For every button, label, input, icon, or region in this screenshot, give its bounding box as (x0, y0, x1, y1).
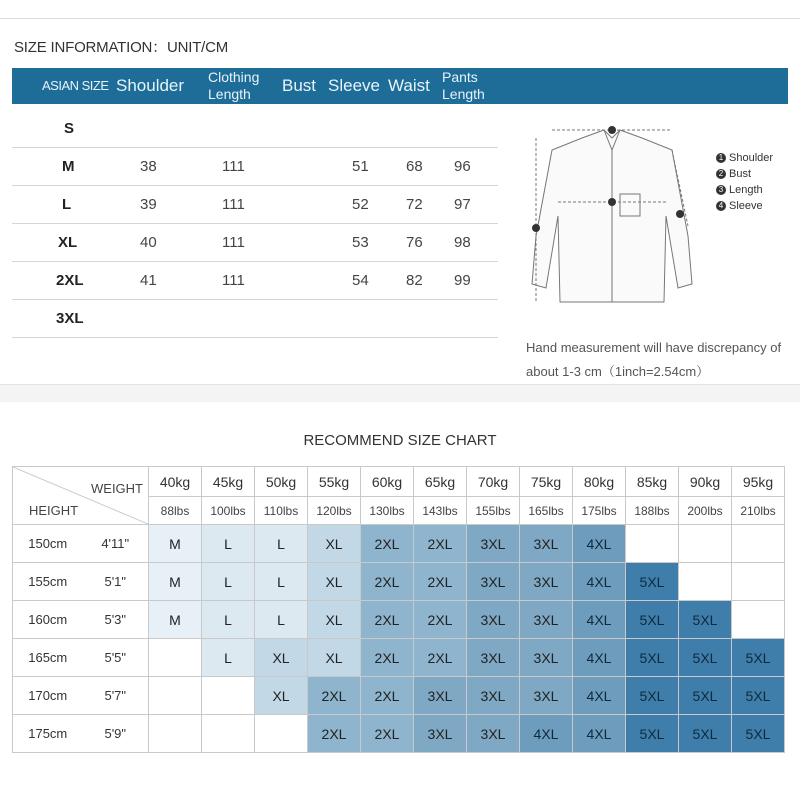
legend-number: 4 (716, 201, 726, 211)
height-cm: 175cm (13, 715, 83, 753)
size-cell: 2XL (361, 525, 414, 563)
weight-label: WEIGHT (91, 481, 143, 496)
size-cell (149, 677, 202, 715)
size-info-title: SIZE INFORMATION：UNIT/CM (14, 39, 229, 56)
marker-2-icon (608, 198, 616, 206)
size-label: M (62, 158, 75, 175)
size-cell: 5XL (732, 677, 785, 715)
height-cm: 165cm (13, 639, 83, 677)
size-cell (732, 525, 785, 563)
height-ft: 5'9" (83, 715, 149, 753)
size-cell: 5XL (732, 715, 785, 753)
size-cell: M (149, 563, 202, 601)
legend-item (716, 182, 773, 198)
sleeve-value: 54 (352, 272, 369, 289)
note-line: Hand measurement will have discrepancy of (526, 340, 782, 355)
legend-item (716, 166, 773, 182)
size-cell: 3XL (467, 639, 520, 677)
size-cell: XL (308, 639, 361, 677)
header-sleeve: Sleeve (328, 76, 380, 95)
size-cell (255, 715, 308, 753)
weight-lbs: 210lbs (732, 497, 785, 525)
pants-value: 97 (454, 196, 471, 213)
size-cell: 5XL (626, 639, 679, 677)
size-row (12, 186, 498, 224)
legend-number: 3 (716, 185, 726, 195)
diagram-legend (716, 150, 773, 214)
size-cell: 5XL (626, 563, 679, 601)
size-cell: 3XL (467, 563, 520, 601)
legend-number: 1 (716, 153, 726, 163)
weight-kg: 55kg (308, 467, 361, 497)
size-cell: XL (308, 563, 361, 601)
size-cell: 2XL (414, 525, 467, 563)
size-cell: 2XL (414, 639, 467, 677)
weight-kg: 90kg (679, 467, 732, 497)
size-label: 3XL (56, 310, 84, 327)
height-row (13, 525, 785, 563)
size-row (12, 224, 498, 262)
size-cell: 4XL (573, 639, 626, 677)
weight-lbs: 143lbs (414, 497, 467, 525)
height-cm: 155cm (13, 563, 83, 601)
legend-number: 2 (716, 169, 726, 179)
length-value: 111 (222, 196, 245, 213)
marker-3-icon (532, 224, 540, 232)
waist-value: 82 (406, 272, 423, 289)
height-cm: 170cm (13, 677, 83, 715)
size-cell: 5XL (679, 639, 732, 677)
size-cell: L (255, 601, 308, 639)
header-clothing-length-line2: Length (208, 86, 251, 102)
size-cell: L (202, 525, 255, 563)
weight-kg: 70kg (467, 467, 520, 497)
header-clothing-length-line1: Clothing (208, 69, 260, 85)
weight-kg: 95kg (732, 467, 785, 497)
waist-value: 76 (406, 234, 423, 251)
header-pants-length-line1: Pants (442, 69, 478, 85)
legend-label: Sleeve (729, 200, 763, 212)
size-cell: 4XL (573, 715, 626, 753)
weight-lbs: 130lbs (361, 497, 414, 525)
size-row (12, 148, 498, 186)
size-cell: 2XL (361, 677, 414, 715)
size-cell: 2XL (361, 563, 414, 601)
header-asian-size: ASIAN SIZE (42, 78, 109, 93)
legend-label: Length (729, 184, 763, 196)
size-cell: 5XL (679, 677, 732, 715)
size-cell: 3XL (467, 677, 520, 715)
shoulder-value: 39 (140, 196, 157, 213)
size-label: 2XL (56, 272, 84, 289)
recommend-size-grid (12, 466, 785, 753)
size-cell (679, 563, 732, 601)
size-cell: XL (255, 677, 308, 715)
size-row (12, 110, 498, 148)
length-value: 111 (222, 234, 245, 251)
size-label: XL (58, 234, 78, 251)
size-cell (626, 525, 679, 563)
waist-value: 68 (406, 158, 423, 175)
size-cell: 3XL (414, 677, 467, 715)
legend-item (716, 150, 773, 166)
size-cell: 4XL (573, 525, 626, 563)
section-divider (0, 384, 800, 402)
size-cell: 3XL (520, 601, 573, 639)
size-cell: L (255, 563, 308, 601)
height-row (13, 639, 785, 677)
size-row (12, 300, 498, 338)
size-table-header (12, 68, 788, 104)
size-row (12, 262, 498, 300)
weight-lbs: 120lbs (308, 497, 361, 525)
size-cell: M (149, 525, 202, 563)
header-shoulder: Shoulder (116, 76, 185, 95)
weight-lbs: 165lbs (520, 497, 573, 525)
weight-lbs: 200lbs (679, 497, 732, 525)
grid-corner (13, 467, 149, 525)
length-value: 111 (222, 158, 245, 175)
marker-1-icon (608, 126, 616, 134)
size-cell: 5XL (679, 715, 732, 753)
height-cm: 160cm (13, 601, 83, 639)
height-row (13, 715, 785, 753)
legend-item (716, 198, 773, 214)
height-ft: 5'3" (83, 601, 149, 639)
size-label: L (62, 196, 72, 213)
header-bust: Bust (282, 76, 317, 95)
size-cell: 3XL (467, 525, 520, 563)
sleeve-value: 52 (352, 196, 369, 213)
waist-value: 72 (406, 196, 423, 213)
weight-kg: 60kg (361, 467, 414, 497)
weight-kg: 80kg (573, 467, 626, 497)
size-cell: 2XL (308, 677, 361, 715)
header-clothing-length (208, 69, 259, 103)
height-label: HEIGHT (29, 503, 79, 518)
weight-lbs: 188lbs (626, 497, 679, 525)
weight-lbs: 175lbs (573, 497, 626, 525)
size-cell: 5XL (626, 601, 679, 639)
size-cell: XL (255, 639, 308, 677)
size-cell (149, 715, 202, 753)
size-cell: 3XL (520, 525, 573, 563)
weight-kg: 45kg (202, 467, 255, 497)
weight-kg: 65kg (414, 467, 467, 497)
size-cell: 3XL (467, 601, 520, 639)
size-cell: 5XL (626, 677, 679, 715)
size-cell: 3XL (520, 563, 573, 601)
size-cell: 2XL (308, 715, 361, 753)
header-pants-length-line2: Length (442, 86, 485, 102)
height-row (13, 563, 785, 601)
weight-kg: 50kg (255, 467, 308, 497)
sleeve-value: 53 (352, 234, 369, 251)
length-value: 111 (222, 272, 245, 289)
height-row (13, 601, 785, 639)
weight-lbs: 110lbs (255, 497, 308, 525)
size-cell (202, 677, 255, 715)
size-cell: 3XL (520, 677, 573, 715)
height-ft: 5'1" (83, 563, 149, 601)
top-divider (0, 18, 800, 19)
shoulder-value: 38 (140, 158, 157, 175)
size-cell: 4XL (573, 677, 626, 715)
size-cell: 3XL (414, 715, 467, 753)
size-cell: 3XL (467, 715, 520, 753)
size-cell: 2XL (361, 715, 414, 753)
size-cell: 2XL (361, 601, 414, 639)
legend-label: Shoulder (729, 152, 774, 164)
shoulder-value: 41 (140, 272, 157, 289)
size-cell: L (255, 525, 308, 563)
legend-label: Bust (729, 168, 752, 180)
size-cell: 4XL (573, 601, 626, 639)
weight-kg: 85kg (626, 467, 679, 497)
height-ft: 5'5" (83, 639, 149, 677)
pants-value: 96 (454, 158, 471, 175)
size-cell: 5XL (626, 715, 679, 753)
size-cell: 2XL (414, 601, 467, 639)
height-ft: 4'11" (83, 525, 149, 563)
size-cell (679, 525, 732, 563)
size-cell: 2XL (361, 639, 414, 677)
measurement-note (526, 336, 791, 384)
size-cell: L (202, 563, 255, 601)
size-cell: XL (308, 525, 361, 563)
pants-value: 98 (454, 234, 471, 251)
size-cell: L (202, 601, 255, 639)
sleeve-value: 51 (352, 158, 369, 175)
note-line: about 1-3 cm（1inch=2.54cm） (526, 364, 710, 379)
size-cell: 2XL (414, 563, 467, 601)
weight-lbs: 155lbs (467, 497, 520, 525)
size-cell: 5XL (679, 601, 732, 639)
size-label: S (64, 120, 75, 137)
shirt-diagram (522, 116, 702, 326)
size-cell: 3XL (520, 639, 573, 677)
size-cell: 4XL (573, 563, 626, 601)
size-cell: L (202, 639, 255, 677)
size-cell: 5XL (732, 639, 785, 677)
height-cm: 150cm (13, 525, 83, 563)
pants-value: 99 (454, 272, 471, 289)
size-cell: 4XL (520, 715, 573, 753)
header-waist: Waist (388, 76, 430, 95)
size-cell (202, 715, 255, 753)
height-row (13, 677, 785, 715)
size-cell (732, 563, 785, 601)
header-pants-length (442, 69, 485, 103)
weight-lbs: 100lbs (202, 497, 255, 525)
size-cell (732, 601, 785, 639)
size-cell: M (149, 601, 202, 639)
marker-4-icon (676, 210, 684, 218)
shoulder-value: 40 (140, 234, 157, 251)
size-cell (149, 639, 202, 677)
weight-lbs: 88lbs (149, 497, 202, 525)
recommend-title: RECOMMEND SIZE CHART (303, 432, 497, 449)
size-cell: XL (308, 601, 361, 639)
height-ft: 5'7" (83, 677, 149, 715)
weight-kg: 40kg (149, 467, 202, 497)
weight-kg: 75kg (520, 467, 573, 497)
